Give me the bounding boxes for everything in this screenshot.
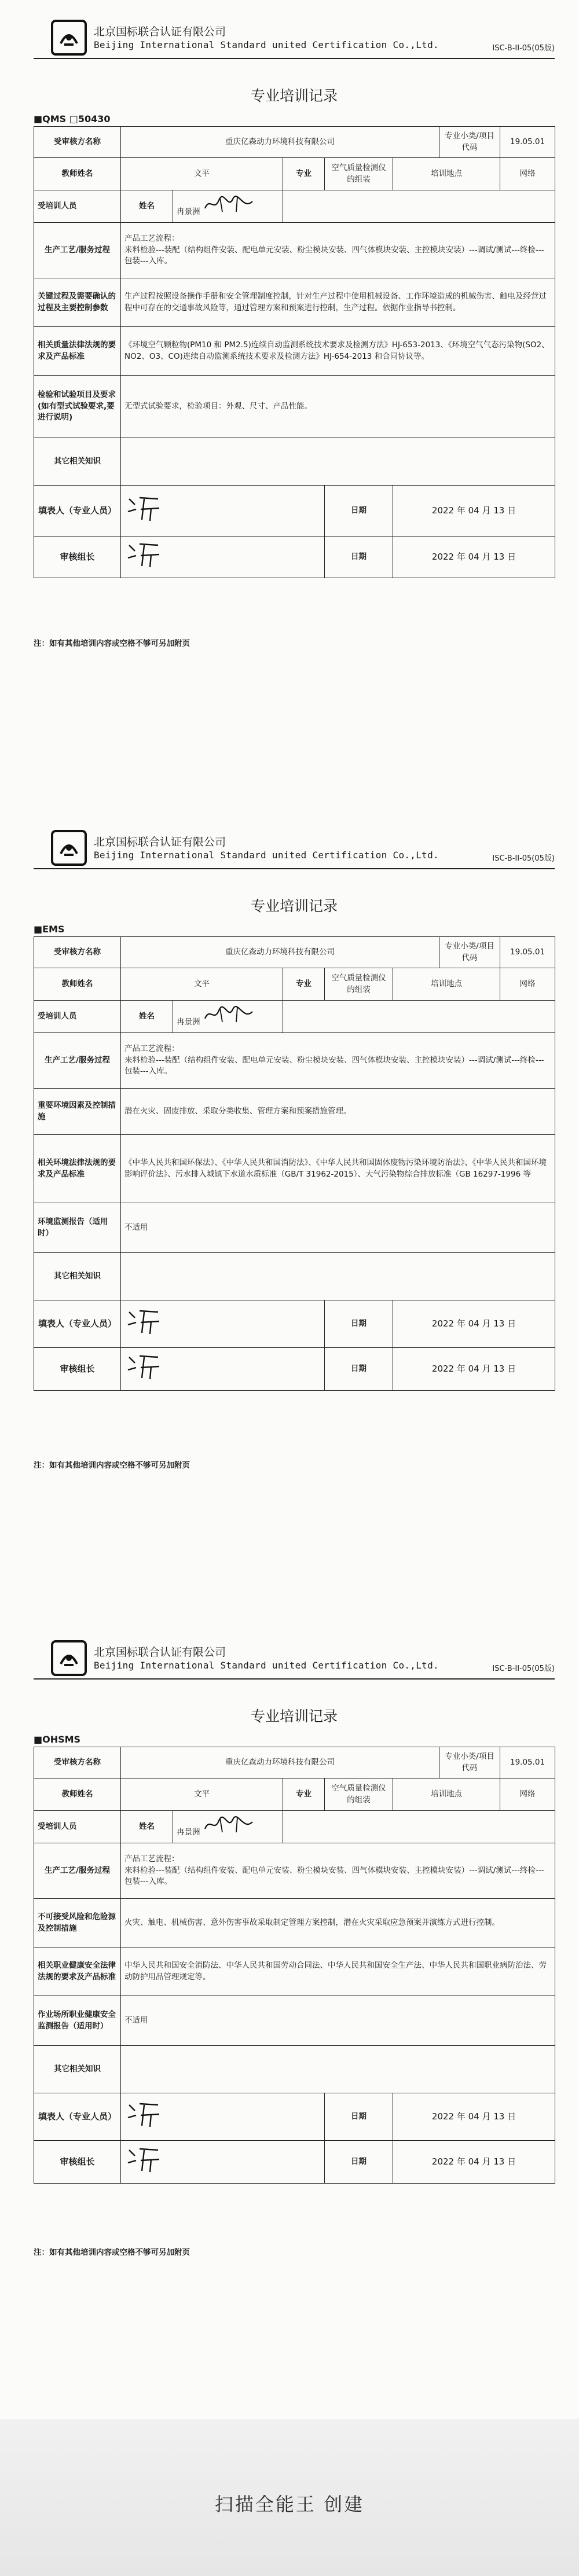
filler-label: 填表人（专业人员） xyxy=(34,2093,121,2141)
form-code: ISC-B-II-05(05版) xyxy=(492,44,555,53)
client-label: 受审核方名称 xyxy=(34,127,121,158)
other-knowledge-value xyxy=(121,2046,555,2093)
reviewer-label: 审核组长 xyxy=(34,1348,121,1391)
reviewer-signature-icon xyxy=(124,1353,165,1386)
inspection-label: 检验和试验项目及要求(如有型式试验要求,要进行说明) xyxy=(34,376,121,438)
location-value: 网络 xyxy=(500,1778,555,1811)
quality-law-value: 《环境空气颗粒物(PM10 和 PM2.5)连续自动监测系统技术要求及检测方法》HJ-653-2013、《环境空气气态污染物(SO2、NO2、O3、CO)连续自动监测系统技术要求及检测方法》HJ-654-2013 和合同协议等。 xyxy=(121,327,555,376)
other-knowledge-label: 其它相关知识 xyxy=(34,438,121,486)
filler-signature xyxy=(121,2093,325,2141)
teacher-label: 教师姓名 xyxy=(34,1778,121,1811)
major-label: 专业 xyxy=(283,158,325,190)
env-law-label: 相关环境法律法规的要求及产品标准 xyxy=(34,1135,121,1203)
system-category: ■EMS xyxy=(34,924,65,935)
reviewer-signature-icon xyxy=(124,2145,165,2178)
process-line-1: 产品工艺流程： xyxy=(124,234,179,244)
page-title: 专业培训记录 xyxy=(250,898,338,914)
header-divider xyxy=(34,868,555,869)
major-value: 空气质量检测仪的组装 xyxy=(325,968,393,1001)
process-value xyxy=(121,223,555,278)
client-value: 重庆亿森动力环境科技有限公司 xyxy=(121,1747,439,1778)
training-form-ohsms xyxy=(34,1747,555,2184)
filler-signature-icon xyxy=(124,1307,165,1340)
reviewer-date: 2022 年 04 月 13 日 xyxy=(393,1348,555,1391)
filler-date: 2022 年 04 月 13 日 xyxy=(393,2093,555,2141)
trainee-signature-icon xyxy=(203,1815,255,1839)
name-label: 姓名 xyxy=(121,1811,173,1843)
other-knowledge-value xyxy=(121,1253,555,1300)
header-divider xyxy=(34,58,555,59)
filler-date-label: 日期 xyxy=(325,1300,393,1348)
filler-date-label: 日期 xyxy=(325,2093,393,2141)
header xyxy=(34,1640,555,1683)
env-monitor-label: 环境监测报告（适用时） xyxy=(34,1203,121,1253)
page-qms xyxy=(0,0,579,810)
trainee-value xyxy=(173,190,283,223)
category-value: 19.05.01 xyxy=(500,127,555,158)
header xyxy=(34,830,555,873)
trainee-extra xyxy=(283,190,555,223)
org-name-en: Beijing International Standard united Certification Co.,Ltd. xyxy=(94,39,439,50)
trainee-name: 冉景洲 xyxy=(177,1017,200,1027)
filler-date: 2022 年 04 月 13 日 xyxy=(393,486,555,536)
category-label: 专业小类/项目代码 xyxy=(439,937,500,968)
process-value xyxy=(121,1843,555,1899)
inspection-value: 无型式试验要求，检验项目：外观、尺寸、产品性能。 xyxy=(121,376,555,438)
reviewer-label: 审核组长 xyxy=(34,536,121,578)
trainee-signature-icon xyxy=(203,194,255,218)
trainee-value xyxy=(173,1811,283,1843)
trainee-extra xyxy=(283,1001,555,1033)
process-label: 生产工艺/服务过程 xyxy=(34,1843,121,1899)
location-value: 网络 xyxy=(500,968,555,1001)
org-logo-icon xyxy=(51,830,87,866)
org-name-cn: 北京国标联合认证有限公司 xyxy=(94,1646,226,1659)
location-label: 培训地点 xyxy=(393,158,500,190)
other-knowledge-label: 其它相关知识 xyxy=(34,2046,121,2093)
page-title: 专业培训记录 xyxy=(250,1708,338,1725)
system-category: ■QMS □50430 xyxy=(34,113,111,124)
org-name-en: Beijing International Standard united Certification Co.,Ltd. xyxy=(94,1660,439,1671)
reviewer-date: 2022 年 04 月 13 日 xyxy=(393,2141,555,2184)
trainee-name: 冉景洲 xyxy=(177,207,200,217)
footnote: 注：如有其他培训内容或空格不够可另加附页 xyxy=(34,2248,190,2257)
page-ohsms xyxy=(0,1620,579,2431)
ohs-law-value: 中华人民共和国安全消防法、中华人民共和国劳动合同法、中华人民共和国安全生产法、中华人民共和国职业病防治法、劳动防护用品管理规定等。 xyxy=(121,1947,555,1996)
page-title: 专业培训记录 xyxy=(250,87,338,104)
trainee-extra xyxy=(283,1811,555,1843)
process-line-2: 来料检验---装配（结构组件安装、配电单元安装、粉尘模块安装、四气体模块安装、主控模块安装）---调试/测试---终检---包装---入库。 xyxy=(124,245,544,266)
key-process-label: 关键过程及需要确认的过程及主要控制参数 xyxy=(34,278,121,327)
header xyxy=(34,20,555,63)
env-law-value: 《中华人民共和国环保法》、《中华人民共和国消防法》、《中华人民共和国固体废物污染环境防治法》、《中华人民共和国环境影响评价法》、污水排入城镇下水道水质标准（GB/T 31962-2015）、大气污染物综合排放标准（GB 16297-1996 等 xyxy=(121,1135,555,1203)
location-label: 培训地点 xyxy=(393,968,500,1001)
teacher-label: 教师姓名 xyxy=(34,158,121,190)
filler-label: 填表人（专业人员） xyxy=(34,1300,121,1348)
teacher-value: 文平 xyxy=(121,158,283,190)
env-aspect-value: 潜在火灾、固废排放、采取分类收集、管理方案和预案措施管理。 xyxy=(121,1089,555,1135)
system-category: ■OHSMS xyxy=(34,1734,81,1745)
category-label: 专业小类/项目代码 xyxy=(439,1747,500,1778)
major-value: 空气质量检测仪的组装 xyxy=(325,1778,393,1811)
trainee-name: 冉景洲 xyxy=(177,1828,200,1838)
major-label: 专业 xyxy=(283,968,325,1001)
ohs-monitor-value: 不适用 xyxy=(121,1996,555,2046)
filler-signature xyxy=(121,486,325,536)
ohs-monitor-label: 作业场所职业健康安全监测报告（适用时） xyxy=(34,1996,121,2046)
filler-label: 填表人（专业人员） xyxy=(34,486,121,536)
header-divider xyxy=(34,1678,555,1680)
org-logo-icon xyxy=(51,1640,87,1676)
process-label: 生产工艺/服务过程 xyxy=(34,223,121,278)
process-line-1: 产品工艺流程： xyxy=(124,1854,179,1864)
env-monitor-value: 不适用 xyxy=(121,1203,555,1253)
trainee-label: 受培训人员 xyxy=(34,1811,121,1843)
org-logo-icon xyxy=(51,20,87,56)
footnote: 注：如有其他培训内容或空格不够可另加附页 xyxy=(34,1461,190,1470)
trainee-label: 受培训人员 xyxy=(34,1001,121,1033)
other-knowledge-value xyxy=(121,438,555,486)
process-line-1: 产品工艺流程： xyxy=(124,1044,179,1054)
process-line-2: 来料检验---装配（结构组件安装、配电单元安装、粉尘模块安装、四气体模块安装、主控模块安装）---调试/测试---终检---包装---入库。 xyxy=(124,1055,544,1076)
reviewer-label: 审核组长 xyxy=(34,2141,121,2184)
org-name-en: Beijing International Standard united Certification Co.,Ltd. xyxy=(94,850,439,861)
name-label: 姓名 xyxy=(121,1001,173,1033)
reviewer-date-label: 日期 xyxy=(325,536,393,578)
page-ems xyxy=(0,810,579,1620)
major-label: 专业 xyxy=(283,1778,325,1811)
env-aspect-label: 重要环境因素及控制措施 xyxy=(34,1089,121,1135)
name-label: 姓名 xyxy=(121,190,173,223)
category-label: 专业小类/项目代码 xyxy=(439,127,500,158)
ohs-law-label: 相关职业健康安全法律法规的要求及产品标准 xyxy=(34,1947,121,1996)
location-value: 网络 xyxy=(500,158,555,190)
reviewer-signature-icon xyxy=(124,541,165,574)
teacher-label: 教师姓名 xyxy=(34,968,121,1001)
trainee-value xyxy=(173,1001,283,1033)
training-form-ems xyxy=(34,936,555,1391)
other-knowledge-label: 其它相关知识 xyxy=(34,1253,121,1300)
risk-value: 火灾、触电、机械伤害、意外伤害事故采取制定管理方案控制，潜在火灾采取应急预案并演练方式进行控制。 xyxy=(121,1899,555,1947)
client-label: 受审核方名称 xyxy=(34,937,121,968)
reviewer-date-label: 日期 xyxy=(325,2141,393,2184)
process-value xyxy=(121,1033,555,1089)
reviewer-date-label: 日期 xyxy=(325,1348,393,1391)
form-code: ISC-B-II-05(05版) xyxy=(492,854,555,863)
filler-signature-icon xyxy=(124,2100,165,2133)
org-name-cn: 北京国标联合认证有限公司 xyxy=(94,836,226,848)
filler-date-label: 日期 xyxy=(325,486,393,536)
category-value: 19.05.01 xyxy=(500,1747,555,1778)
footnote: 注：如有其他培训内容或空格不够可另加附页 xyxy=(34,639,190,648)
process-label: 生产工艺/服务过程 xyxy=(34,1033,121,1089)
client-label: 受审核方名称 xyxy=(34,1747,121,1778)
trainee-label: 受培训人员 xyxy=(34,190,121,223)
quality-law-label: 相关质量法律法规的要求及产品标准 xyxy=(34,327,121,376)
scanner-watermark: 扫描全能王 创建 xyxy=(214,2493,365,2515)
risk-label: 不可接受风险和危险源及控制措施 xyxy=(34,1899,121,1947)
process-line-2: 来料检验---装配（结构组件安装、配电单元安装、粉尘模块安装、四气体模块安装、主控模块安装）---调试/测试---终检---包装---入库。 xyxy=(124,1865,544,1887)
trainee-signature-icon xyxy=(203,1005,255,1028)
reviewer-signature xyxy=(121,536,325,578)
training-form-qms xyxy=(34,126,555,578)
filler-signature xyxy=(121,1300,325,1348)
filler-signature-icon xyxy=(124,494,165,527)
client-value: 重庆亿森动力环境科技有限公司 xyxy=(121,127,439,158)
teacher-value: 文平 xyxy=(121,1778,283,1811)
filler-date: 2022 年 04 月 13 日 xyxy=(393,1300,555,1348)
major-value: 空气质量检测仪的组装 xyxy=(325,158,393,190)
location-label: 培训地点 xyxy=(393,1778,500,1811)
org-name-cn: 北京国标联合认证有限公司 xyxy=(94,25,226,38)
form-code: ISC-B-II-05(05版) xyxy=(492,1664,555,1673)
reviewer-date: 2022 年 04 月 13 日 xyxy=(393,536,555,578)
key-process-value: 生产过程按照设备操作手册和安全管理制度控制，针对生产过程中使用机械设备、工作环境造成的机械伤害、触电及经营过程中可存在的交通事故风险等，通过管理方案和预案进行控制，生产过程。依据作业指导书控制。 xyxy=(121,278,555,327)
client-value: 重庆亿森动力环境科技有限公司 xyxy=(121,937,439,968)
teacher-value: 文平 xyxy=(121,968,283,1001)
reviewer-signature xyxy=(121,2141,325,2184)
scanner-footer xyxy=(0,2419,579,2576)
reviewer-signature xyxy=(121,1348,325,1391)
category-value: 19.05.01 xyxy=(500,937,555,968)
